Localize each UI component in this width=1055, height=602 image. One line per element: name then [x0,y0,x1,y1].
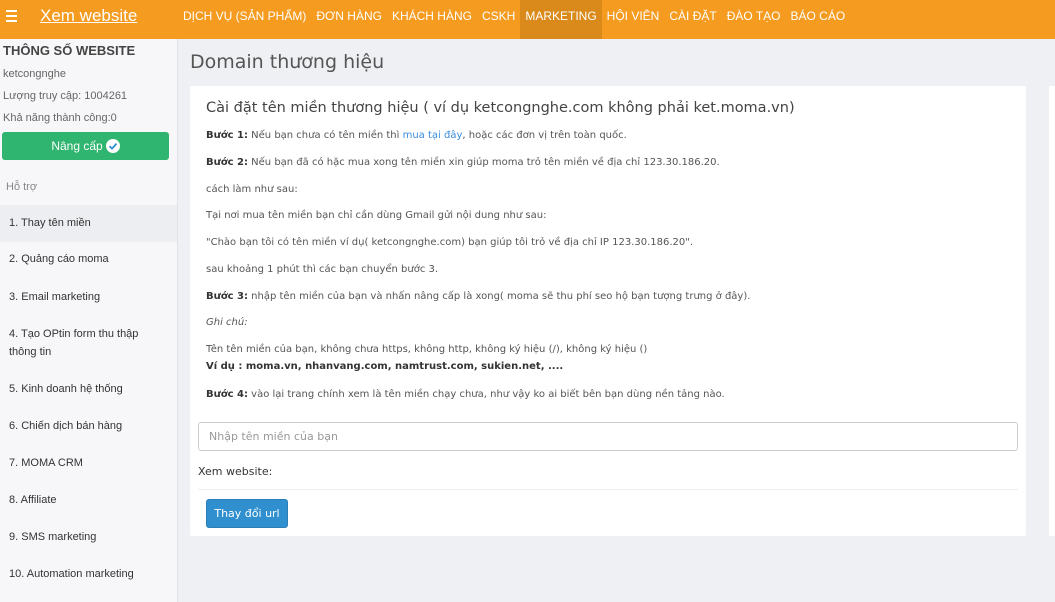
sidebar-item-affiliate[interactable]: 8. Affiliate [9,494,57,506]
instruction-text: Tại nơi mua tên miền bạn chỉ cần dùng Gmail gửi nội dung như sau: [206,210,547,221]
support-label: Hỗ trợ [6,181,38,193]
sidebar-item-sms-marketing[interactable]: 9. SMS marketing [9,531,97,543]
domain-input[interactable] [198,422,1018,451]
sidebar-item-moma-crm[interactable]: 7. MOMA CRM [9,457,83,469]
nav-settings[interactable]: CÀI ĐẶT [669,9,717,23]
domain-settings-card [190,86,1026,536]
change-url-button[interactable]: Thay đổi url [206,499,288,528]
nav-customers[interactable]: KHÁCH HÀNG [391,9,472,23]
step-1-label: Bước 1: [206,130,248,141]
sidebar-item-email-marketing[interactable]: 3. Email marketing [9,291,101,303]
sidebar-item-moma-ads[interactable]: 2. Quảng cáo moma [9,253,109,265]
visit-count: Lượng truy cập: 1004261 [3,90,128,102]
nav-members[interactable]: HỘI VIÊN [606,9,660,23]
step-4 [206,389,725,400]
upgrade-label: Nâng cấp [51,139,103,153]
check-circle-icon [106,139,120,153]
example-bold: Ví dụ : moma.vn, nhanvang.com, namtrust.com, sukien.net, .... [206,361,564,372]
step-3 [206,291,750,302]
step-2-label: Bước 2: [206,157,248,168]
how-to-text: cách làm như sau: [206,184,298,195]
step-1-text-end: , hoặc các đơn vị trên toàn quốc. [462,130,627,141]
step-2 [206,157,720,168]
sidebar-item-automation-marketing[interactable]: 10. Automation marketing [9,568,134,580]
sidebar-item-optin-form[interactable]: 4. Tạo OPtin form thu thập thông tin [9,328,139,358]
site-name: ketcongnghe [3,68,66,80]
example-text [206,361,563,372]
sidebar-title: THÔNG SỐ WEBSITE [3,43,136,58]
view-website-label: Xem website: [198,465,273,478]
after-text: sau khoảng 1 phút thì các bạn chuyển bước 3. [206,264,439,275]
nav-training[interactable]: ĐÀO TẠO [726,9,781,23]
sidebar-item-change-domain[interactable]: 1. Thay tên miền [0,205,177,242]
note-label-text: Ghi chú: [206,317,248,328]
nav-reports[interactable]: BÁO CÁO [790,9,846,23]
success-rate: Khả năng thành công:0 [3,112,117,124]
top-navbar [0,0,1055,39]
nav-cskh[interactable]: CSKH [481,9,516,23]
upgrade-button[interactable] [2,132,169,160]
view-website-link[interactable]: Xem website [40,6,138,25]
step-1 [206,130,627,141]
main-nav [178,0,850,39]
step-3-text: nhập tên miền của bạn và nhấn nâng cấp là xong( moma sẽ thu phí seo hộ bạn tượng trưng ở đây). [247,291,751,302]
nav-services[interactable]: DỊCH VỤ (SẢN PHẨM) [183,9,307,23]
note-label [206,317,248,328]
divider [198,489,1018,490]
menu-icon[interactable] [6,10,17,22]
right-panel-edge [1049,86,1055,536]
page-title: Domain thương hiệu [190,51,385,73]
buy-domain-link[interactable]: mua tại đây [402,130,463,141]
sidebar-item-business-system[interactable]: 5. Kinh doanh hệ thống [9,383,123,395]
sidebar [0,39,178,602]
step-1-text: Nếu bạn chưa có tên miền thì [247,130,403,141]
step-4-text: vào lại trang chính xem là tên miền chạy chưa, như vậy ko ai biết bên bạn dùng nền tảng nào. [247,389,725,400]
nav-marketing[interactable]: MARKETING [520,0,601,39]
email-quote: "Chào bạn tôi có tên miền ví dụ( ketcongnghe.com) bạn giúp tôi trỏ về địa chỉ IP 123.30.186.20". [206,237,694,248]
step-2-text: Nếu bạn đã có hặc mua xong tên miền xin giúp moma trỏ tên miền về địa chỉ 123.30.186.20. [247,157,720,168]
sidebar-item-sales-campaign[interactable]: 6. Chiến dịch bán hàng [9,420,123,432]
card-title: Cài đặt tên miền thương hiệu ( ví dụ ketcongnghe.com không phải ket.moma.vn) [206,100,795,116]
note-text: Tên tên miền của bạn, không chưa https, không http, không ký hiệu (/), không ký hiệu () [206,344,648,355]
nav-orders[interactable]: ĐƠN HÀNG [316,9,382,23]
step-3-label: Bước 3: [206,291,248,302]
step-4-label: Bước 4: [206,389,248,400]
